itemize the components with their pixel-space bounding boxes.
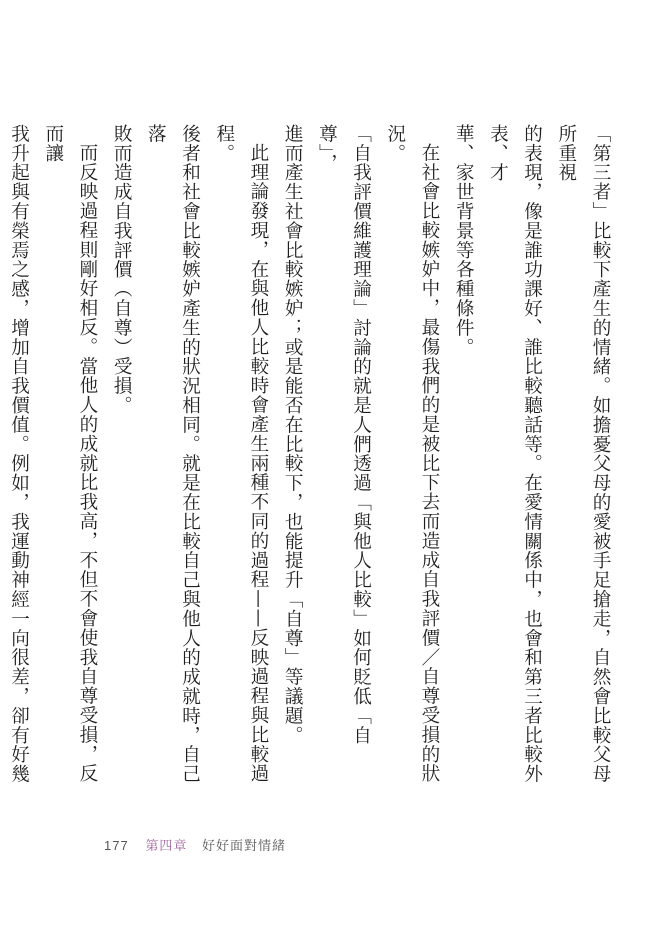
paragraph-3: 此理論發現，在與他人比較時會產生兩種不同的過程——反映過程與比較過程。 後者和社會比較嫉妒產生的狀況相同。就是在比較自己與他人的成就時，自己落 敗而造成自我評價（自尊）受損。 — [111, 124, 269, 784]
paragraph-1: 「第三者」比較下產生的情緒。如擔憂父母的愛被手足搶走，自然會比較父母所重視 的表現，像是誰功課好、誰比較聽話等。在愛情關係中，也會和第三者比較外表、才 華、家世背景等各種條件。 — [453, 124, 611, 784]
body-text — [0, 124, 617, 784]
paragraph-2: 在社會比較嫉妒中，最傷我們的是被比下去而造成自我評價／自尊受損的狀況。 「自我評價維護理論」討論的就是人們透過「與他人比較」如何貶低「自尊」， 進而產生社會比較嫉妒；或是能否在比較下，也能提升「自尊」等議題。 — [282, 124, 440, 783]
page-footer — [104, 835, 286, 854]
page-number: 177 — [104, 838, 129, 853]
paragraph-4: 而反映過程則剛好相反。當他人的成就比我高，不但不會使我自尊受損，反而讓 我升起與有榮焉之感，增加自我價值。例如，我運動神經一向很差，卻有好幾 — [8, 124, 98, 784]
chapter-label: 第四章 — [145, 838, 188, 853]
chapter-title: 好好面對情緒 — [201, 838, 286, 853]
